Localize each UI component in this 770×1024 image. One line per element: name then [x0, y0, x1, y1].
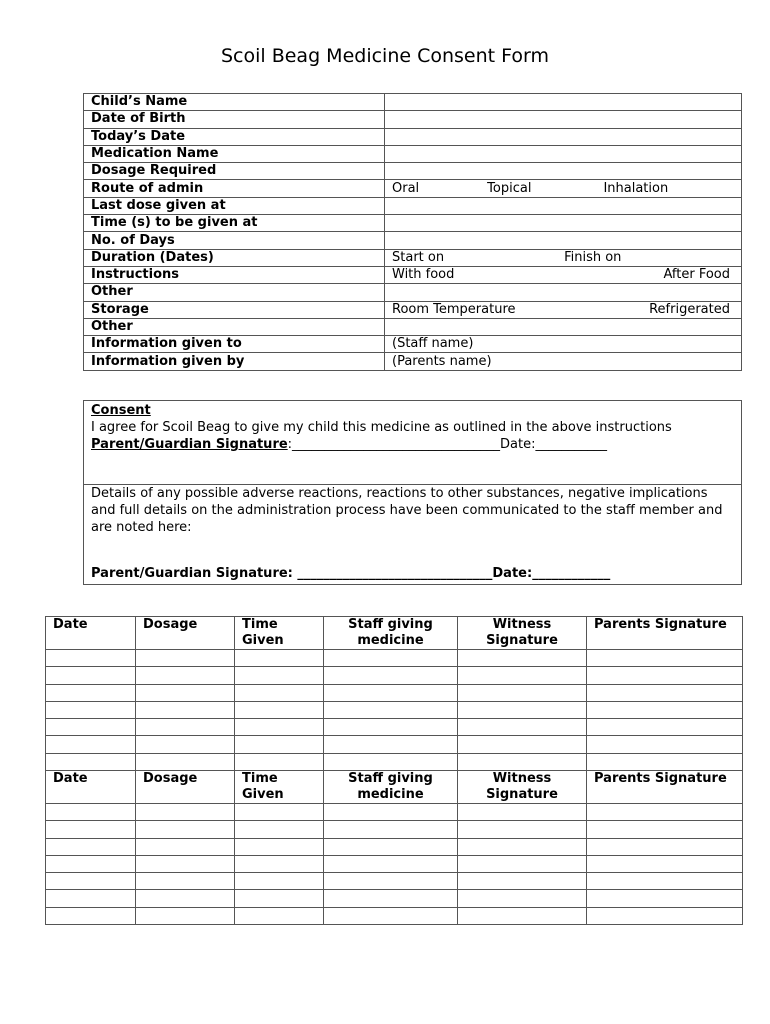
info-row [84, 284, 742, 301]
log-cell[interactable] [324, 873, 458, 890]
info-value-field[interactable]: (Parents name) [385, 353, 742, 370]
column-header [458, 617, 587, 650]
log-cell[interactable] [136, 667, 235, 684]
table-row [46, 667, 743, 684]
column-header [46, 617, 136, 650]
log-cell[interactable] [136, 873, 235, 890]
log-cell[interactable] [46, 736, 136, 753]
info-value-field[interactable] [385, 266, 742, 283]
log-cell[interactable] [235, 838, 324, 855]
info-row [84, 318, 742, 335]
details-text: Details of any possible adverse reactions, reactions to other substances, negative implications and full details on the administration process have been communicated to the staff member and are noted here: [91, 486, 723, 535]
log-cell[interactable] [46, 855, 136, 872]
header-line: Dosage [143, 617, 198, 632]
info-value-field[interactable] [385, 215, 742, 232]
header-line: Dosage [143, 771, 198, 786]
header-line: Given [242, 633, 284, 648]
log-cell[interactable] [235, 753, 324, 770]
info-value-field[interactable] [385, 128, 742, 145]
log-cell[interactable] [324, 855, 458, 872]
table-row [46, 821, 743, 838]
info-label: Last dose given at [84, 197, 385, 214]
info-value-field[interactable] [385, 111, 742, 128]
log-cell[interactable] [235, 873, 324, 890]
consent-heading: Consent [91, 403, 151, 418]
table-row [46, 873, 743, 890]
info-row [84, 128, 742, 145]
log-cell[interactable] [46, 684, 136, 701]
column-header [136, 771, 235, 804]
info-label: Route of admin [84, 180, 385, 197]
log-cell[interactable] [136, 804, 235, 821]
log-cell[interactable] [136, 701, 235, 718]
log-cell[interactable] [458, 684, 587, 701]
header-line: Witness [492, 617, 552, 632]
table-row [46, 684, 743, 701]
consent-box [83, 400, 742, 585]
log-cell[interactable] [458, 753, 587, 770]
option-label: Refrigerated [649, 301, 730, 317]
administration-log-table-1 [45, 616, 743, 771]
info-label: Date of Birth [84, 111, 385, 128]
log-cell[interactable] [136, 650, 235, 667]
log-cell[interactable] [458, 667, 587, 684]
column-header [458, 771, 587, 804]
info-label: No. of Days [84, 232, 385, 249]
header-line: Parents Signature [594, 617, 727, 632]
log-cell[interactable] [324, 890, 458, 907]
info-label: Other [84, 284, 385, 301]
header-line: Date [53, 617, 88, 632]
log-cell[interactable] [587, 890, 743, 907]
info-value-field[interactable]: (Staff name) [385, 336, 742, 353]
log-cell[interactable] [46, 753, 136, 770]
info-label: Medication Name [84, 145, 385, 162]
log-cell[interactable] [458, 890, 587, 907]
log-cell[interactable] [46, 719, 136, 736]
child-info-table [83, 93, 742, 371]
info-row [84, 180, 742, 197]
log-cell[interactable] [587, 873, 743, 890]
log-cell[interactable] [46, 890, 136, 907]
log-cell[interactable] [458, 873, 587, 890]
log-cell[interactable] [458, 701, 587, 718]
header-line: Time [242, 771, 278, 786]
info-label: Time (s) to be given at [84, 215, 385, 232]
log-cell[interactable] [324, 650, 458, 667]
log-cell[interactable] [136, 684, 235, 701]
log-cell[interactable] [587, 667, 743, 684]
table-row [46, 736, 743, 753]
column-header [46, 771, 136, 804]
info-label: Dosage Required [84, 163, 385, 180]
header-line: Staff giving [348, 617, 433, 632]
header-line: medicine [357, 787, 424, 802]
log-cell[interactable] [587, 855, 743, 872]
log-cell[interactable] [324, 753, 458, 770]
log-cell[interactable] [235, 684, 324, 701]
log-header-row [46, 771, 743, 804]
info-value-field[interactable] [385, 232, 742, 249]
log-cell[interactable] [136, 753, 235, 770]
log-cell[interactable] [587, 753, 743, 770]
log-cell[interactable] [46, 821, 136, 838]
log-cell[interactable] [235, 907, 324, 924]
column-header [324, 617, 458, 650]
header-line: Signature [486, 633, 558, 648]
log-cell[interactable] [587, 650, 743, 667]
signature-label: Parent/Guardian Signature [91, 437, 288, 452]
log-cell[interactable] [587, 804, 743, 821]
info-row [84, 215, 742, 232]
log-cell[interactable] [46, 701, 136, 718]
log-cell[interactable] [136, 855, 235, 872]
page-title: Scoil Beag Medicine Consent Form [220, 45, 550, 67]
info-value-field[interactable] [385, 197, 742, 214]
table-row [46, 907, 743, 924]
log-cell[interactable] [458, 821, 587, 838]
info-label: Instructions [84, 266, 385, 283]
log-cell[interactable] [136, 719, 235, 736]
log-cell[interactable] [587, 907, 743, 924]
header-line: Time [242, 617, 278, 632]
log-cell[interactable] [136, 736, 235, 753]
log-cell[interactable] [458, 804, 587, 821]
table-row [46, 890, 743, 907]
info-row [84, 232, 742, 249]
log-cell[interactable] [324, 719, 458, 736]
log-cell[interactable] [324, 907, 458, 924]
header-line: Date [53, 771, 88, 786]
option-label: Topical [487, 180, 532, 196]
log-cell[interactable] [235, 650, 324, 667]
log-cell[interactable] [136, 907, 235, 924]
log-cell[interactable] [235, 890, 324, 907]
log-cell[interactable] [324, 667, 458, 684]
info-label: Information given by [84, 353, 385, 370]
column-header [587, 771, 743, 804]
log-cell[interactable] [324, 838, 458, 855]
signature-line[interactable]: :________________________________Date:___________ [287, 437, 608, 452]
info-label: Storage [84, 301, 385, 318]
option-label: Finish on [564, 249, 622, 265]
log-cell[interactable] [136, 821, 235, 838]
header-line: Signature [486, 787, 558, 802]
info-row [84, 266, 742, 283]
info-row [84, 163, 742, 180]
option-label: With food [392, 267, 455, 283]
log-cell[interactable] [46, 650, 136, 667]
column-header [136, 617, 235, 650]
log-cell[interactable] [235, 719, 324, 736]
log-cell[interactable] [46, 667, 136, 684]
log-cell[interactable] [235, 855, 324, 872]
info-row [84, 197, 742, 214]
column-header [235, 617, 324, 650]
info-row [84, 336, 742, 353]
log-cell[interactable] [46, 907, 136, 924]
consent-section [84, 401, 741, 485]
log-cell[interactable] [136, 838, 235, 855]
log-cell[interactable] [587, 719, 743, 736]
log-cell[interactable] [235, 667, 324, 684]
header-line: Staff giving [348, 771, 433, 786]
table-row [46, 753, 743, 770]
log-cell[interactable] [587, 701, 743, 718]
log-cell[interactable] [458, 650, 587, 667]
option-label: Oral [392, 180, 420, 196]
log-cell[interactable] [136, 890, 235, 907]
log-cell[interactable] [46, 838, 136, 855]
info-label: Today’s Date [84, 128, 385, 145]
table-row [46, 838, 743, 855]
log-cell[interactable] [458, 736, 587, 753]
log-cell[interactable] [235, 736, 324, 753]
info-row [84, 111, 742, 128]
column-header [324, 771, 458, 804]
administration-log-table-2 [45, 770, 743, 925]
option-label: Room Temperature [392, 301, 516, 317]
column-header [587, 617, 743, 650]
log-cell[interactable] [235, 821, 324, 838]
log-cell[interactable] [587, 821, 743, 838]
header-line: Parents Signature [594, 771, 727, 786]
info-value-field[interactable] [385, 163, 742, 180]
log-cell[interactable] [235, 701, 324, 718]
info-value-field[interactable] [385, 318, 742, 335]
header-line: Witness [492, 771, 552, 786]
info-row [84, 94, 742, 111]
info-value-field[interactable] [385, 301, 742, 318]
log-cell[interactable] [458, 719, 587, 736]
option-label: Start on [392, 249, 445, 265]
table-row [46, 855, 743, 872]
info-row [84, 145, 742, 162]
header-line: medicine [357, 633, 424, 648]
log-cell[interactable] [458, 838, 587, 855]
log-cell[interactable] [587, 838, 743, 855]
header-line: Given [242, 787, 284, 802]
log-cell[interactable] [324, 736, 458, 753]
log-cell[interactable] [458, 907, 587, 924]
log-cell[interactable] [324, 804, 458, 821]
log-cell[interactable] [324, 821, 458, 838]
log-cell[interactable] [458, 855, 587, 872]
info-value-field[interactable] [385, 249, 742, 266]
log-cell[interactable] [46, 804, 136, 821]
info-value-field[interactable] [385, 180, 742, 197]
info-label: Duration (Dates) [84, 249, 385, 266]
table-row [46, 719, 743, 736]
log-cell[interactable] [235, 804, 324, 821]
log-header-row [46, 617, 743, 650]
log-cell[interactable] [587, 736, 743, 753]
info-label: Other [84, 318, 385, 335]
info-value-field[interactable] [385, 284, 742, 301]
info-value-field[interactable] [385, 94, 742, 111]
log-cell[interactable] [587, 684, 743, 701]
info-row [84, 301, 742, 318]
option-label: After Food [663, 267, 730, 283]
signature-line-2[interactable]: Parent/Guardian Signature: ______________________________Date:____________ [91, 566, 611, 581]
consent-statement: I agree for Scoil Beag to give my child this medicine as outlined in the above instructions [91, 420, 672, 435]
info-value-field[interactable] [385, 145, 742, 162]
log-cell[interactable] [324, 684, 458, 701]
table-row [46, 650, 743, 667]
log-cell[interactable] [46, 873, 136, 890]
table-row [46, 701, 743, 718]
info-label: Child’s Name [84, 94, 385, 111]
info-row [84, 249, 742, 266]
column-header [235, 771, 324, 804]
details-section [84, 485, 741, 583]
option-label: Inhalation [603, 180, 669, 196]
log-cell[interactable] [324, 701, 458, 718]
table-row [46, 804, 743, 821]
info-row [84, 353, 742, 370]
info-label: Information given to [84, 336, 385, 353]
